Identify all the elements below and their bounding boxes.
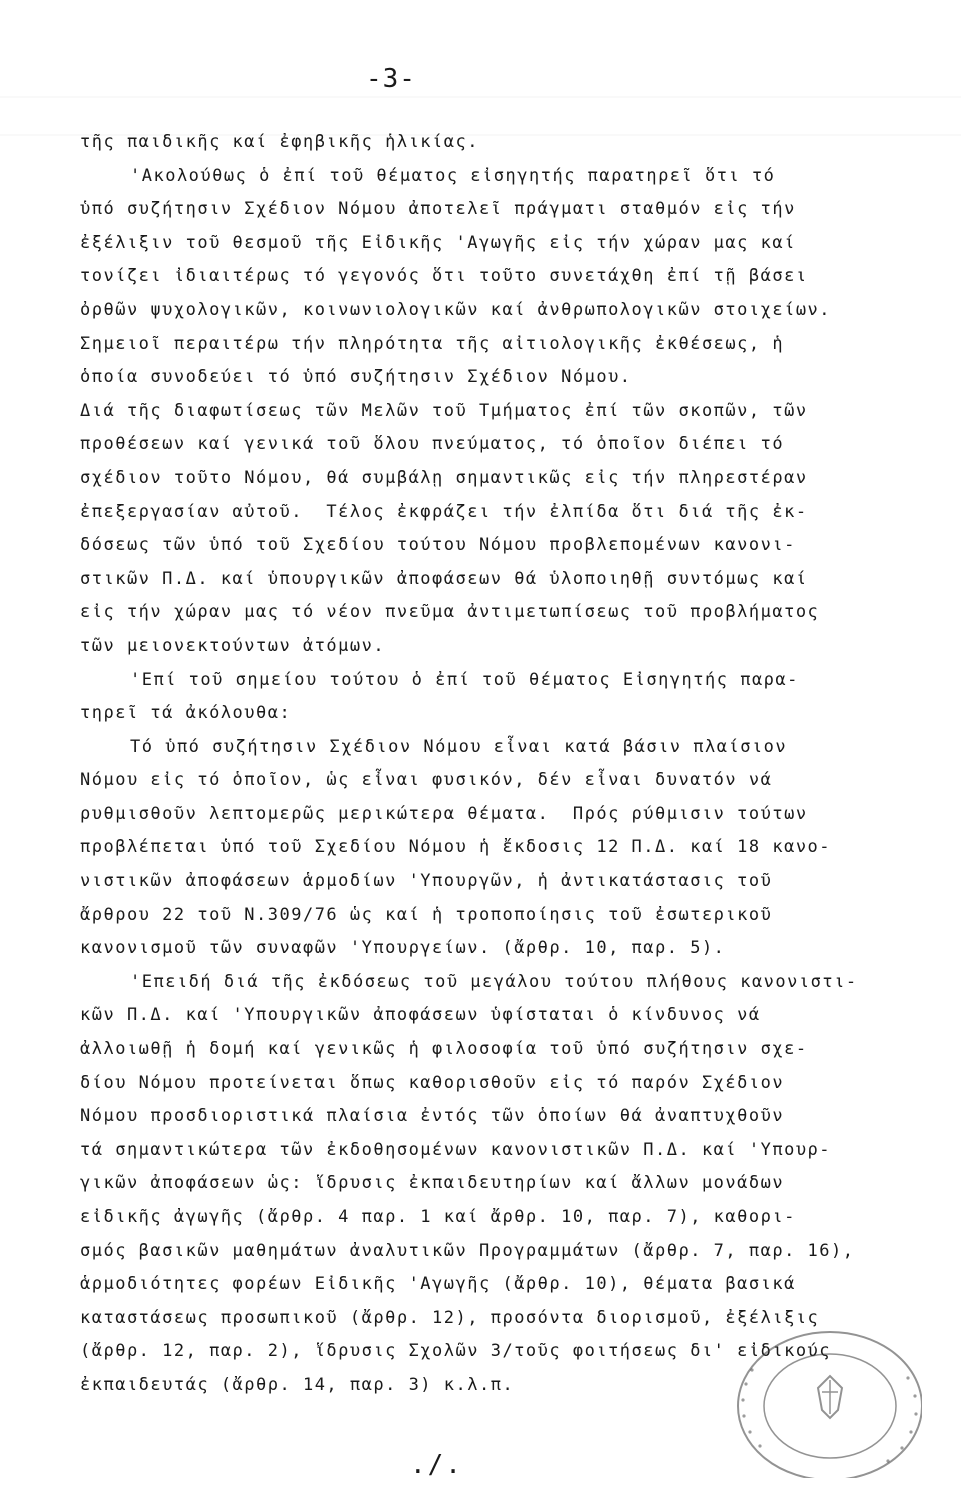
text-line: δίου Νόμου προτείνεται ὅπως καθορισθοῦν εἰς τό παρόν Σχέδιον [80, 1072, 785, 1093]
text-line: κῶν Π.Δ. καί 'Υπουργικῶν ἀποφάσεων ὑφίσταται ὁ κίνδυνος νά [80, 1005, 761, 1026]
text-line: εἰς τήν χώραν μας τό νέον πνεῦμα ἀντιμετωπίσεως τοῦ προβλήματος [80, 602, 820, 623]
text-line: νιστικῶν ἀποφάσεων ἁρμοδίων 'Υπουργῶν, ἡ ἀντικατάστασις τοῦ [80, 871, 773, 892]
text-line: προθέσεων καί γενικά τοῦ ὅλου πνεύματος, τό ὁποῖον διέπει τό [80, 434, 785, 455]
text-line: Διά τῆς διαφωτίσεως τῶν Μελῶν τοῦ Τμήματος ἐπί τῶν σκοπῶν, τῶν [80, 400, 808, 421]
text-line: ἀλλοιωθῇ ἡ δομή καί γενικῶς ἡ φιλοσοφία τοῦ ὑπό συζήτησιν σχε- [80, 1039, 808, 1060]
text-line: σμός βασικῶν μαθημάτων ἀναλυτικῶν Προγραμμάτων (ἄρθρ. 7, παρ. 16), [80, 1240, 855, 1261]
text-line: ἐπεξεργασίαν αὐτοῦ. Τέλος ἐκφράζει τήν ἐλπίδα ὅτι διά τῆς ἐκ- [80, 501, 808, 522]
text-line: προβλέπεται ὑπό τοῦ Σχεδίου Νόμου ἡ ἔκδοσις 12 Π.Δ. καί 18 κανο- [80, 837, 832, 858]
text-line: σχέδιον τοῦτο Νόμου, θά συμβάλῃ σημαντικῶς εἰς τήν πληρεστέραν [80, 467, 808, 488]
text-line: δόσεως τῶν ὑπό τοῦ Σχεδίου τούτου Νόμου προβλεπομένων κανονι- [80, 535, 796, 556]
body-text [80, 126, 960, 1403]
page-number: -3- [366, 64, 416, 94]
text-line: Σημειοῖ περαιτέρω τήν πληρότητα τῆς αἰτιολογικῆς ἐκθέσεως, ἡ [80, 333, 785, 354]
text-line: τῶν μειονεκτούντων ἀτόμων. [80, 635, 386, 656]
text-line: ὑπό συζήτησιν Σχέδιον Νόμου ἀποτελεῖ πράγματι σταθμόν εἰς τήν [80, 199, 796, 220]
text-line: ὁποία συνοδεύει τό ὑπό συζήτησιν Σχέδιον Νόμου. [80, 367, 632, 388]
text-line: Νόμου προσδιοριστικά πλαίσια ἐντός τῶν ὁποίων θά ἀναπτυχθοῦν [80, 1106, 785, 1127]
text-line: τηρεῖ τά ἀκόλουθα: [80, 703, 292, 724]
text-line: ἐκπαιδευτάς (ἄρθρ. 14, παρ. 3) κ.λ.π. [80, 1374, 515, 1395]
text-line: γικῶν ἀποφάσεων ὡς: ἵδρυσις ἐκπαιδευτηρίων καί ἄλλων μονάδων [80, 1173, 785, 1194]
text-line: Νόμου εἰς τό ὁποῖον, ὡς εἶναι φυσικόν, δέν εἶναι δυνατόν νά [80, 770, 773, 791]
text-line: Τό ὑπό συζήτησιν Σχέδιον Νόμου εἶναι κατά βάσιν πλαίσιον [130, 736, 788, 757]
text-line: εἰδικῆς ἀγωγῆς (ἄρθρ. 4 παρ. 1 καί ἄρθρ. 10, παρ. 7), καθορι- [80, 1207, 796, 1227]
text-line: ρυθμισθοῦν λεπτομερῶς μερικώτερα θέματα. Πρός ρύθμισιν τούτων [80, 803, 808, 824]
text-line: ὀρθῶν ψυχολογικῶν, κοινωνιολογικῶν καί ἀνθρωπολογικῶν στοιχείων. [80, 299, 832, 320]
text-line: τῆς παιδικῆς καί ἐφηβικῆς ἡλικίας. [80, 132, 479, 152]
continuation-mark: ./. [410, 1450, 463, 1480]
text-line: 'Ακολούθως ὁ ἐπί τοῦ θέματος εἰσηγητής παρατηρεῖ ὅτι τό [130, 165, 776, 186]
text-line: 'Επειδή διά τῆς ἐκδόσεως τοῦ μεγάλου τούτου πλήθους κανονιστι- [130, 971, 858, 992]
text-line: κανονισμοῦ τῶν συναφῶν 'Υπουργείων. (ἄρθρ. 10, παρ. 5). [80, 938, 726, 959]
text-line: 'Επί τοῦ σημείου τούτου ὁ ἐπί τοῦ θέματος Εἰσηγητής παρα- [130, 669, 799, 690]
official-seal-stamp [712, 1318, 922, 1478]
text-line: ἄρθρου 22 τοῦ Ν.309/76 ὡς καί ἡ τροποποίησις τοῦ ἐσωτερικοῦ [80, 904, 773, 925]
text-line: ἐξέλιξιν τοῦ θεσμοῦ τῆς Εἰδικῆς 'Αγωγῆς εἰς τήν χώραν μας καί [80, 232, 796, 253]
bleed-through [0, 96, 961, 98]
text-line: ἁρμοδιότητες φορέων Εἰδικῆς 'Αγωγῆς (ἄρθρ. 10), θέματα βασικά [80, 1274, 796, 1295]
text-line: τά σημαντικώτερα τῶν ἐκδοθησομένων κανονιστικῶν Π.Δ. καί 'Υπουρ- [80, 1139, 832, 1160]
text-line: (ἄρθρ. 12, παρ. 2), ἵδρυσις Σχολῶν 3/τοῦς φοιτήσεως δι' εἰδικούς [80, 1341, 832, 1362]
text-line: καταστάσεως προσωπικοῦ (ἄρθρ. 12), προσόντα διορισμοῦ, ἐξέλιξις [80, 1307, 820, 1328]
text-line: τονίζει ἰδιαιτέρως τό γεγονός ὅτι τοῦτο συνετάχθη ἐπί τῇ βάσει [80, 266, 808, 287]
text-line: στικῶν Π.Δ. καί ὑπουργικῶν ἀποφάσεων θά ὑλοποιηθῇ συντόμως καί [80, 568, 808, 589]
